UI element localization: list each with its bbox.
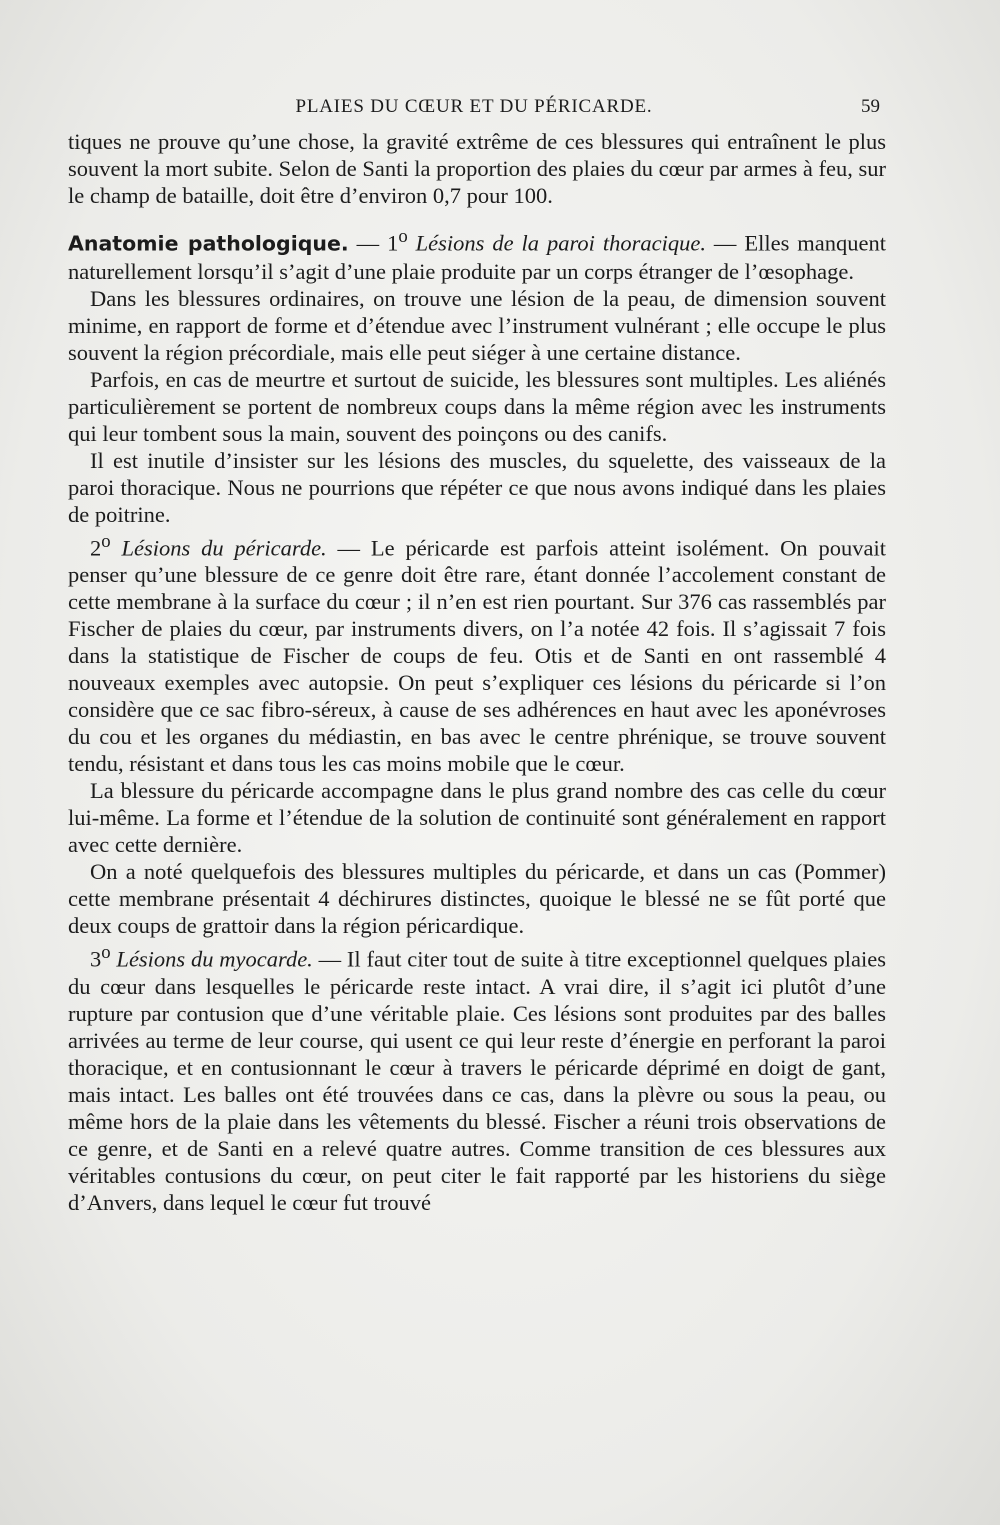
ordinal-superscript: o	[101, 530, 111, 552]
subsection-paragraph	[68, 939, 886, 1216]
subsection-title: Lésions du péricarde.	[110, 535, 327, 560]
section-number: — 1	[348, 230, 399, 256]
subsection-paragraph	[68, 528, 886, 778]
body-text	[68, 128, 886, 1216]
paragraph-text: — Le péricarde est parfois atteint isolément. On pouvait penser qu’une blessure de ce genre doit être rare, étant donnée l’accolement constant de cette membrane à la surface du cœur ; il n’en est rien pourtant. Sur 376 cas rassemblés par Fischer de plaies du cœur, par instruments divers, on l’a notée 42 fois. Il s’agissait 7 fois dans la statistique de Fischer de coups de feu. Otis et de Santi en ont rassemblé 4 nouveaux exemples avec autopsie. On peut s’expliquer ces lésions du péricarde si l’on considère que ce sac fibro-séreux, à cause de ses adhérences en haut avec les aponévroses du cou et les organes du médiastin, en bas avec le centre phrénique, se trouve souvent tendu, résistant et dans tous les cas moins mobile que le cœur.	[68, 535, 886, 776]
subsection-number: 2	[90, 535, 102, 560]
subsection-title: Lésions du myocarde.	[110, 946, 313, 972]
page-header	[68, 96, 880, 124]
ordinal-superscript: o	[101, 942, 111, 963]
page-number: 59	[861, 96, 880, 117]
paragraph-text: — Elles manquent naturellement lorsqu’il s’agit d’une plaie produite par un corps étranger de l’œsophage.	[68, 230, 886, 284]
paragraph: Parfois, en cas de meurtre et surtout de suicide, les blessures sont multiples. Les aliénés particulièrement se portent de nombreux coups dans la même région avec les instruments qui leur tombent sous la main, souvent des poinçons ou des canifs.	[68, 366, 886, 446]
subsection-number: 3	[90, 946, 102, 972]
running-title: PLAIES DU CŒUR ET DU PÉRICARDE.	[295, 96, 653, 117]
paragraph: tiques ne prouve qu’une chose, la gravité extrême de ces blessures qui entraînent le plus souvent la mort subite. Selon de Santi la proportion des plaies du cœur par armes à feu, sur le champ de bataille, doit être d’environ 0,7 pour 100.	[68, 129, 886, 208]
paragraph: Il est inutile d’insister sur les lésions des muscles, du squelette, des vaisseaux de la paroi thoracique. Nous ne pourrions que répéter ce que nous avons indiqué dans les plaies de poitrine.	[68, 447, 886, 527]
paragraph: Dans les blessures ordinaires, on trouve une lésion de la peau, de dimension souvent minime, en rapport de forme et d’étendue avec l’instrument vulnérant ; elle occupe le plus souvent la région précordiale, mais elle peut siéger à une certaine distance.	[68, 285, 886, 365]
paragraph: La blessure du péricarde accompagne dans le plus grand nombre des cas celle du cœur lui-même. La forme et l’étendue de la solution de continuité sont généralement en rapport avec cette dernière.	[68, 778, 886, 857]
paragraph-text: — Il faut citer tout de suite à titre exceptionnel quelques plaies du cœur dans lesquelles le péricarde reste intact. A vrai dire, il s’agit ici plutôt d’une rupture par contusion que d’une véritable plaie. Ces lésions sont produites par des balles arrivées au terme de leur course, qui usent ce qui leur reste d’énergie en perforant la paroi thoracique, et en contusionnant le cœur à travers le péricarde déprimé en doigt de gant, mais intact. Les balles ont été trouvées dans ce cas, dans la plèvre ou sous la peau, ou même hors de la plaie dans les vêtements du blessé. Fischer a réuni trois observations de ce genre, et de Santi en a relevé quatre autres. Comme transition de ces blessures aux véritables contusions du cœur, on peut citer le fait rapporté par les historiens du siège d’Anvers, dans lequel le cœur fut trouvé	[68, 946, 886, 1215]
section-title: Anatomie pathologique.	[68, 231, 349, 256]
paragraph: On a noté quelquefois des blessures multiples du péricarde, et dans un cas (Pommer) cette membrane présentait 4 déchirures distinctes, quoique le blessé ne se fût porté que deux coups de grattoir dans la région péricardique.	[68, 859, 886, 938]
section-heading-paragraph	[68, 223, 886, 285]
ordinal-superscript: o	[398, 226, 408, 247]
subsection-title: Lésions de la paroi thoracique.	[407, 230, 706, 256]
